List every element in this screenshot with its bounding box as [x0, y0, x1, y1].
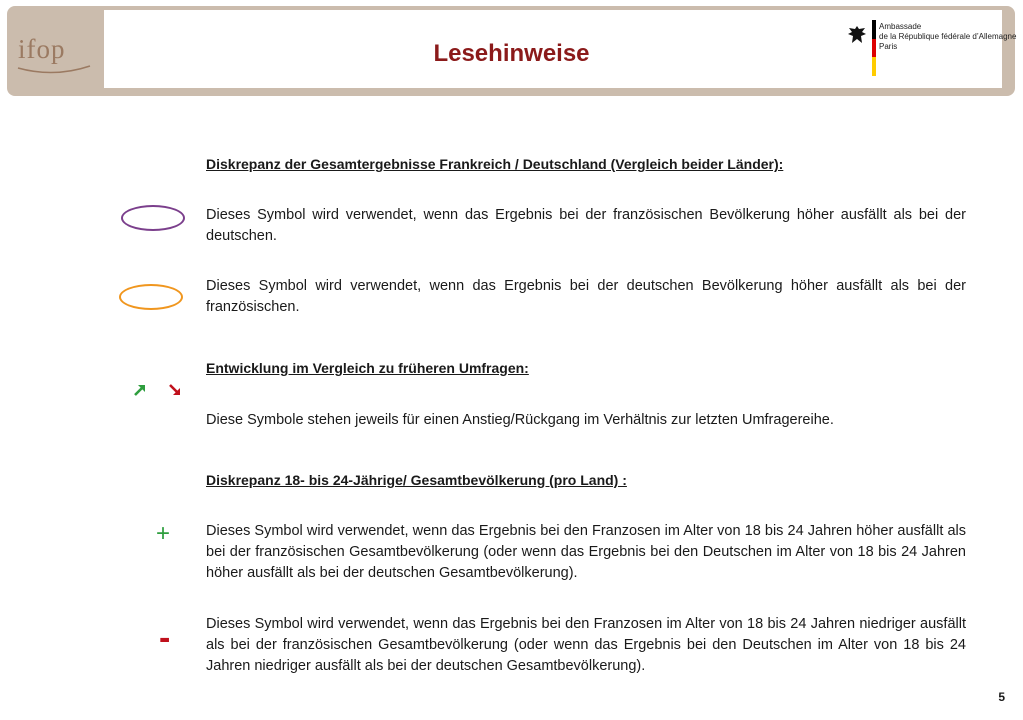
german-flag-bar [872, 20, 876, 76]
arrow-down-icon [168, 383, 182, 397]
section-heading-trend: Entwicklung im Vergleich zu früheren Umfragen: [206, 360, 529, 376]
embassy-line: Ambassade [879, 22, 922, 31]
plus-icon: + [156, 520, 171, 547]
minus-icon: - [159, 619, 171, 657]
embassy-text [879, 22, 1016, 52]
paragraph-germany-higher: Dieses Symbol wird verwendet, wenn das Ergebnis bei der deutschen Bevölkerung höher ausfällt als bei der französischen. [206, 278, 966, 315]
embassy-line: de la République fédérale d’Allemagne [879, 32, 1017, 41]
section-heading-country-discrepancy: Diskrepanz der Gesamtergebnisse Frankreich / Deutschland (Vergleich beider Länder): [206, 156, 784, 172]
page-number: 5 [998, 690, 1005, 704]
embassy-line: Paris [879, 42, 898, 51]
paragraph-france-higher: Dieses Symbol wird verwendet, wenn das Ergebnis bei der französischen Bevölkerung höher ausfällt als bei der deutschen. [206, 207, 966, 244]
federal-eagle-icon [846, 24, 868, 46]
embassy-logo [846, 20, 1017, 80]
page-title: Lesehinweise [433, 40, 590, 67]
purple-oval-icon [121, 205, 185, 231]
arrow-up-icon [133, 383, 147, 397]
paragraph-young-higher: Dieses Symbol wird verwendet, wenn das Ergebnis bei den Franzosen im Alter von 18 bis 24 Jahren höher ausfällt als bei der französischen Gesamtbevölkerung (oder wenn das Ergebnis bei den Deutschen im Alter von 18 bis 24 Jahren höher ausfällt als bei der deutschen Gesamtbevölkerung). [206, 523, 966, 581]
paragraph-young-lower: Dieses Symbol wird verwendet, wenn das Ergebnis bei den Franzosen im Alter von 18 bis 24 Jahren niedriger ausfällt als bei der französischen Gesamtbevölkerung (oder wenn das Ergebnis bei den Deutschen im Alter von 18 bis 24 Jahren niedriger ausfällt als bei der deutschen Gesamtbevölkerung). [206, 616, 966, 674]
section-heading-age-discrepancy: Diskrepanz 18- bis 24-Jährige/ Gesamtbevölkerung (pro Land) : [206, 472, 627, 488]
paragraph-trend: Diese Symbole stehen jeweils für einen Anstieg/Rückgang im Verhältnis zur letzten Umfragereihe. [206, 412, 834, 428]
orange-oval-icon [119, 284, 183, 310]
logo-text: ifop [18, 34, 66, 64]
